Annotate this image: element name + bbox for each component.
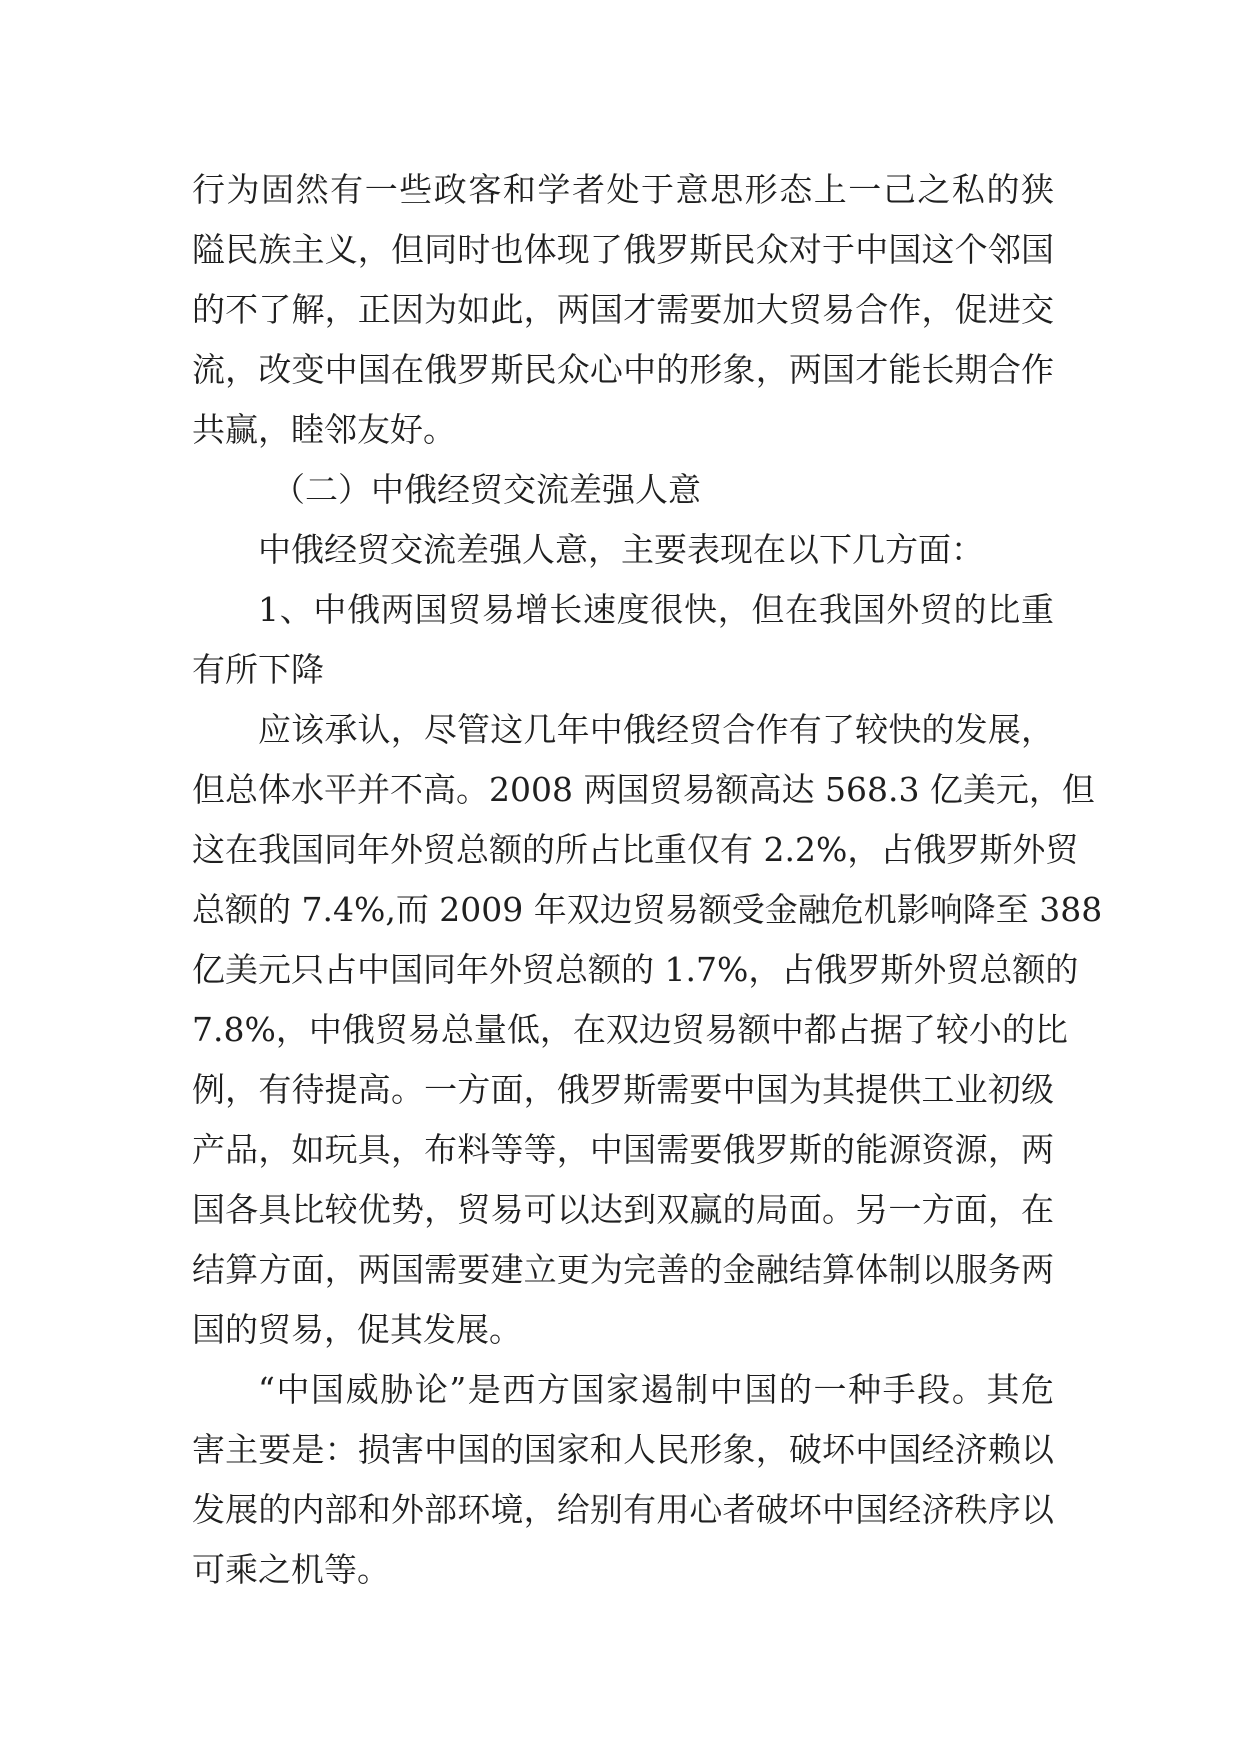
section-heading: （二）中俄经贸交流差强人意 — [272, 470, 701, 509]
text-line: 行为固然有一些政客和学者处于意思形态上一己之私的狭 — [192, 170, 1054, 209]
text-line: 有所下降 — [192, 650, 324, 689]
text-line: 流，改变中国在俄罗斯民众心中的形象，两国才能长期合作 — [192, 350, 1054, 389]
text-line: 的不了解，正因为如此，两国才需要加大贸易合作，促进交 — [192, 290, 1054, 329]
paragraph-1 — [192, 160, 1054, 460]
text-line: 结算方面，两国需要建立更为完善的金融结算体制以服务两 — [192, 1250, 1054, 1289]
paragraph-3 — [192, 1360, 1054, 1600]
text-line: 亿美元只占中国同年外贸总额的 1.7%，占俄罗斯外贸总额的 — [192, 950, 1079, 989]
text-line: 国各具比较优势，贸易可以达到双赢的局面。另一方面，在 — [192, 1190, 1054, 1229]
text-line: 害主要是：损害中国的国家和人民形象，破坏中国经济赖以 — [192, 1430, 1054, 1469]
text-line: 总额的 7.4%,而 2009 年双边贸易额受金融危机影响降至 388 — [192, 890, 1103, 929]
text-line: 产品，如玩具，布料等等，中国需要俄罗斯的能源资源，两 — [192, 1130, 1054, 1169]
text-line: 可乘之机等。 — [192, 1550, 390, 1589]
text-line: 应该承认，尽管这几年中俄经贸合作有了较快的发展， — [258, 710, 1054, 749]
point-1 — [192, 580, 1054, 700]
paragraph-2 — [192, 700, 1103, 1360]
section-intro: 中俄经贸交流差强人意，主要表现在以下几方面： — [258, 530, 984, 569]
text-line: 发展的内部和外部环境，给别有用心者破坏中国经济秩序以 — [192, 1490, 1054, 1529]
text-line: 但总体水平并不高。2008 两国贸易额高达 568.3 亿美元，但 — [192, 770, 1095, 809]
text-line: 隘民族主义，但同时也体现了俄罗斯民众对于中国这个邻国 — [192, 230, 1054, 269]
text-line: 1、中俄两国贸易增长速度很快，但在我国外贸的比重 — [258, 590, 1054, 629]
text-line: 例，有待提高。一方面，俄罗斯需要中国为其提供工业初级 — [192, 1070, 1054, 1109]
text-line: 共赢，睦邻友好。 — [192, 410, 456, 449]
text-line: 国的贸易，促其发展。 — [192, 1310, 522, 1349]
text-line: 这在我国同年外贸总额的所占比重仅有 2.2%，占俄罗斯外贸 — [192, 830, 1079, 869]
text-line: “中国威胁论”是西方国家遏制中国的一种手段。其危 — [258, 1370, 1054, 1409]
document-body — [192, 160, 1103, 1600]
text-line: 7.8%，中俄贸易总量低，在双边贸易额中都占据了较小的比 — [192, 1010, 1068, 1049]
